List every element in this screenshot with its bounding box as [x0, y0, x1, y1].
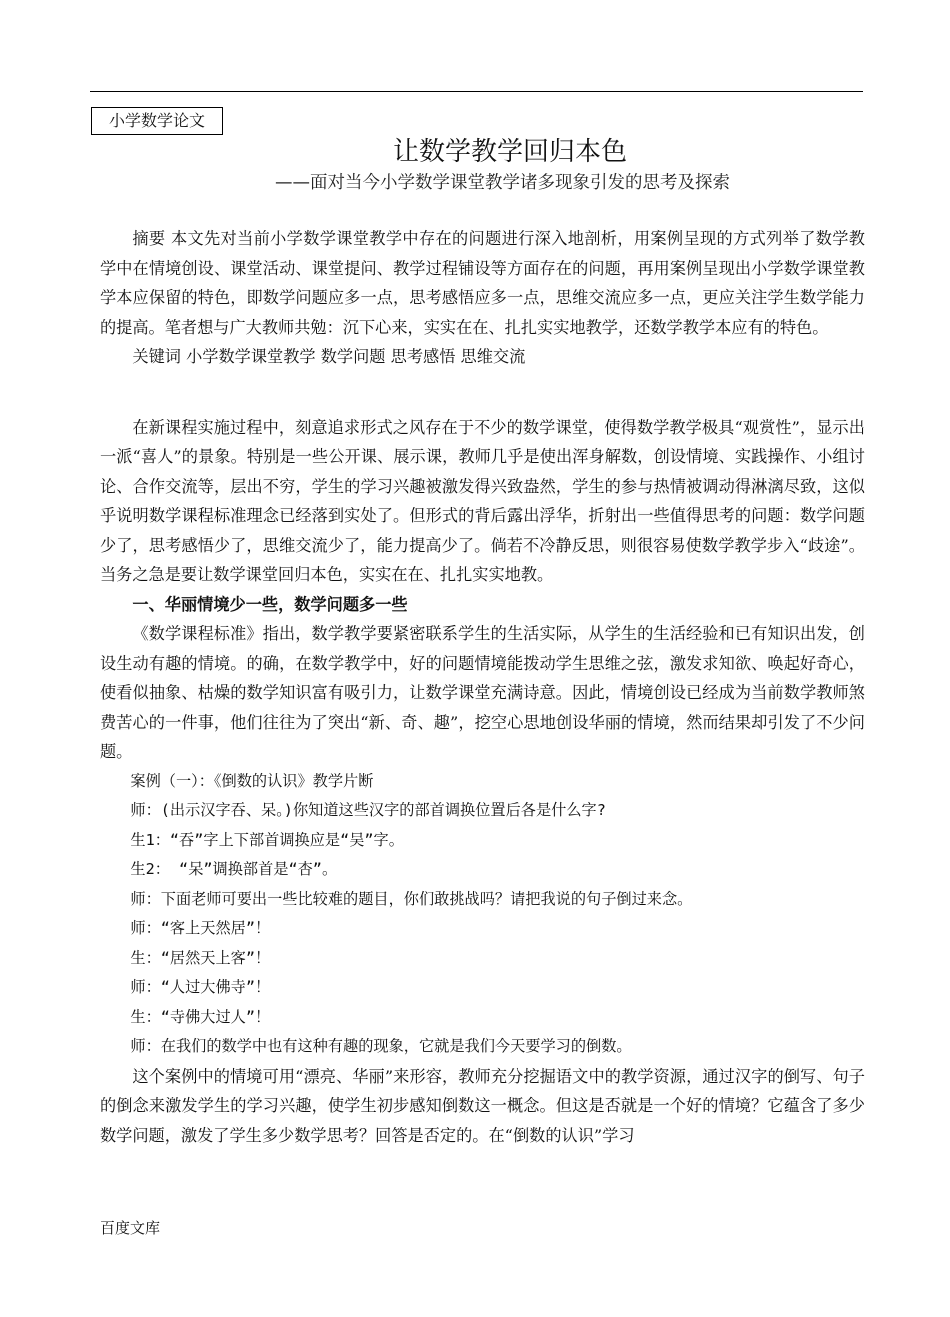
dialogue-line: 生1：“吞”字上下部首调换应是“吴”字。	[130, 830, 404, 849]
section-paragraph: 《数学课程标准》指出，数学教学要紧密联系学生的生活实际，从学生的生活经验和已有知识出发，创设生动有趣的情境。的确，在数学教学中，好的问题情境能拨动学生思维之弦，激发求知欲、唤起好奇心，使看似抽象、枯燥的数学知识富有吸引力，让数学课堂充满诗意。因此，情境创设已经成为当前数学教师煞费苦心的一件事，他们往往为了突出“新、奇、趣”，挖空心思地创设华丽的情境，然而结果却引发了不少问题。	[100, 624, 865, 761]
keywords-line: 关键词 小学数学课堂教学 数学问题 思考感悟 思维交流	[132, 347, 526, 366]
dialogue-line: 师：(出示汉字吞、呆。)你知道这些汉字的部首调换位置后各是什么字?	[130, 801, 606, 819]
dialogue-line: 生：“居然天上客”！	[130, 948, 271, 967]
dialogue-line: 生2： “呆”调换部首是“杏”。	[130, 860, 338, 878]
dialogue-line: 师：“人过大佛寺”！	[130, 978, 271, 996]
spacer	[100, 372, 865, 413]
page-title: 让数学教学回归本色	[392, 137, 627, 167]
category-label: 小学数学论文	[91, 107, 223, 135]
top-rule	[90, 91, 863, 92]
abstract-paragraph: 摘要 本文先对当前小学数学课堂教学中存在的问题进行深入地剖析，用案例呈现的方式列举了数学教学中在情境创设、课堂活动、课堂提问、教学过程铺设等方面存在的问题，再用案例呈现出小学数学课堂教学本应保留的特色，即数学问题应多一点，思考感悟应多一点，思维交流应多一点，更应关注学生数学能力的提高。笔者想与广大教师共勉：沉下心来，实实在在、扎扎实实地教学，还数学教学本应有的特色。	[100, 229, 865, 337]
analysis-paragraph: 这个案例中的情境可用“漂亮、华丽”来形容，教师充分挖掘语文中的教学资源，通过汉字的倒写、句子的倒念来激发学生的学习兴趣，使学生初步感知倒数这一概念。但这是否就是一个好的情境？它蕴含了多少数学问题，激发了学生多少数学思考？回答是否定的。在“倒数的认识”学习	[100, 1066, 865, 1145]
dialogue-line: 生：“寺佛大过人”！	[130, 1007, 271, 1026]
dialogue-line: 师：“客上天然居”！	[130, 919, 271, 937]
case-title: 案例（一）：《倒数的认识》教学片断	[130, 771, 374, 790]
article-body	[100, 224, 865, 1150]
dialogue-line: 师：在我们的数学中也有这种有趣的现象，它就是我们今天要学习的倒数。	[130, 1037, 632, 1055]
section-heading: 一、华丽情境少一些，数学问题多一些	[132, 594, 408, 614]
page-subtitle: ——面对当今小学数学课堂教学诸多现象引发的思考及探索	[275, 173, 730, 193]
intro-paragraph: 在新课程实施过程中，刻意追求形式之风存在于不少的数学课堂，使得数学教学极具“观赏性”，显示出一派“喜人”的景象。特别是一些公开课、展示课，教师几乎是使出浑身解数，创设情境、实践操作、小组讨论、合作交流等，层出不穷，学生的学习兴趣被激发得兴致盎然，学生的参与热情被调动得淋漓尽致，这似乎说明数学课程标准理念已经落到实处了。但形式的背后露出浮华，折射出一些值得思考的问题：数学问题少了，思考感悟少了，思维交流少了，能力提高少了。倘若不冷静反思，则很容易使数学教学步入“歧途”。当务之急是要让数学课堂回归本色，实实在在、扎扎实实地教。	[100, 417, 865, 584]
dialogue-line: 师：下面老师可要出一些比较难的题目，你们敢挑战吗？请把我说的句子倒过来念。	[130, 889, 693, 908]
footer-source: 百度文库	[100, 1219, 161, 1237]
